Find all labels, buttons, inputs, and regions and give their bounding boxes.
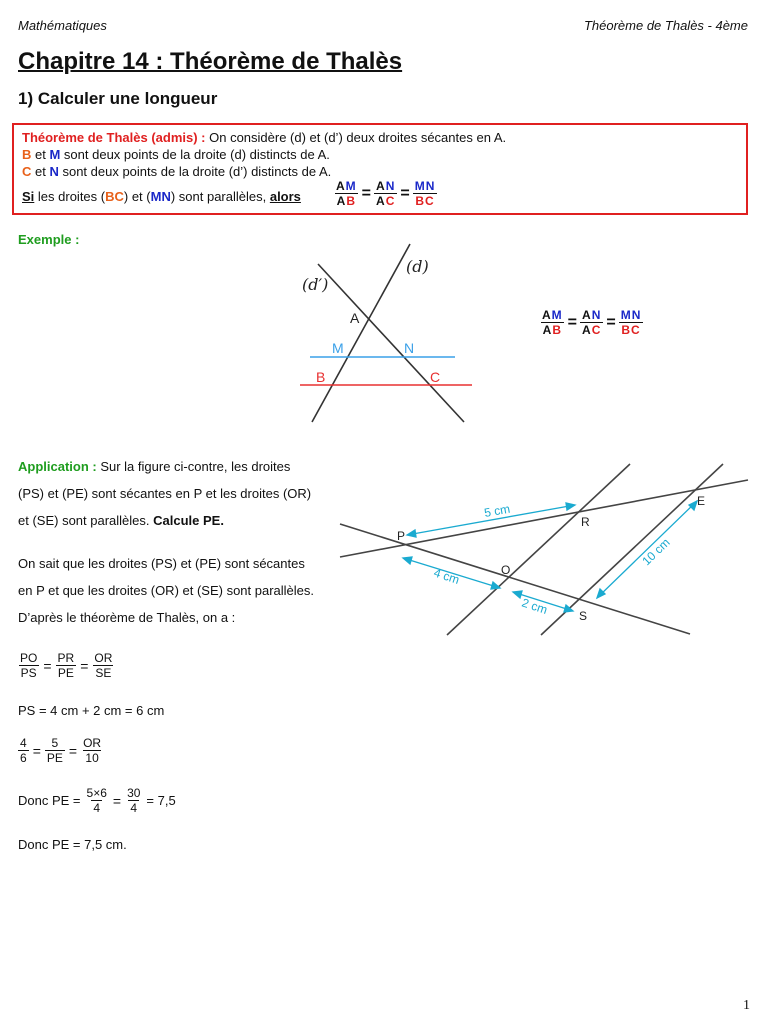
frac-text: A [376,179,386,193]
fraction-30-4 [125,786,142,815]
frac-den: PE [57,666,74,680]
equals-sign: = [80,657,89,674]
point-c-label: C [22,164,32,179]
label-r: R [581,515,590,529]
frac-text: M [551,308,563,322]
fraction-or-se [92,651,114,680]
application-line-3 [18,513,224,528]
application-text-3a: et (SE) sont parallèles. [18,513,154,528]
application-line-2: (PS) et (PE) sont sécantes en P et les droites (OR) [18,486,312,501]
theorem-text-2: sont deux points de la droite (d) distincts de A. [60,147,330,162]
application-line-6: D’après le théorème de Thalès, on a : [18,610,236,625]
arrow-head [513,591,522,598]
application-text-1: Sur la figure ci-contre, les droites [96,459,291,474]
theorem-text-3: sont deux points de la droite (d’) distincts de A. [58,164,332,179]
label-o: O [501,563,511,577]
frac-text: A [582,308,592,322]
section-heading: 1) Calculer une longueur [18,89,218,108]
pe-result: = 7,5 [146,793,176,808]
label-p: P [397,529,406,543]
frac-num: 30 [127,786,141,800]
equation-values [18,736,103,765]
label-s: S [579,609,588,623]
measure-label-2cm: 2 cm [520,595,550,617]
frac-den: 10 [85,751,99,765]
frac-num: PO [20,651,38,665]
measure-label-10cm: 10 cm [639,535,673,569]
ratio-an-ac [580,308,603,337]
equals-sign: = [43,657,52,674]
label-c: C [430,369,441,385]
equals-sign: = [567,313,578,331]
equation-ratios [18,651,114,680]
equals-sign: = [361,184,372,202]
fraction-or-10 [81,736,103,765]
theorem-box [12,123,748,215]
arrow-head [491,582,500,589]
frac-den: 4 [93,801,101,815]
header-subject: Mathématiques [18,18,107,33]
ratio-mn-bc [413,179,438,208]
frac-text: BC [621,323,641,337]
fraction-pr-pe [56,651,77,680]
frac-num: 5×6 [86,786,107,800]
application-line-4: On sait que les droites (PS) et (PE) sont sécantes [18,556,305,571]
fraction-4-6 [18,736,29,765]
arrow-head [597,589,605,598]
equation-pe [18,786,176,815]
frac-num: 5 [51,736,59,750]
point-m-label: M [49,147,61,162]
frac-text: C [591,323,602,337]
arrow-head [566,503,575,510]
theorem-text-1: On considère (d) et (d’) deux droites sécantes en A. [205,130,507,145]
application-line-1 [18,459,290,474]
theorem-line-3 [22,164,331,179]
label-m: M [332,340,344,356]
frac-text: MN [414,179,436,193]
ratio-mn-bc [619,308,644,337]
page-number: 1 [743,998,750,1013]
equals-sign: = [112,792,122,809]
theorem-si: Si [22,189,35,204]
conclusion: Donc PE = 7,5 cm. [18,837,127,852]
frac-text: M [345,179,357,193]
frac-den: 4 [130,801,138,815]
frac-num: OR [83,736,102,750]
frac-text: A [376,194,386,208]
line-bc-label: BC [105,189,124,204]
frac-text: C [385,194,396,208]
frac-text: A [336,194,347,208]
fraction-5-pe [45,736,65,765]
arrow-head [403,557,412,564]
example-ratio-equation [540,308,643,337]
measure-label-4cm: 4 cm [432,565,462,587]
label-e: E [697,494,706,508]
frac-text: BC [415,194,435,208]
arrow-head [689,501,697,510]
label-d: (d) [406,257,429,276]
label-n: N [404,340,415,356]
ratio-an-ac [374,179,397,208]
frac-text: N [385,179,396,193]
equals-sign: = [400,184,410,202]
application-label: Application : [18,459,97,474]
theorem-line-2 [22,147,330,162]
point-b-label: B [22,147,32,162]
measure-label-5cm: 5 cm [483,501,512,520]
line-mn-label: MN [150,189,171,204]
chapter-title: Chapitre 14 : Théorème de Thalès [18,48,403,75]
ratio-am-ab [540,308,565,337]
frac-text: A [582,323,592,337]
example-figure [290,240,490,430]
example-label: Exemple : [18,232,80,247]
label-a: A [350,310,360,326]
frac-num: OR [94,651,113,665]
frac-text: A [336,179,346,193]
ratio-am-ab [334,179,359,208]
equals-sign: = [32,742,41,759]
arrow-head [407,530,416,537]
frac-den: PS [20,666,37,680]
line-d [312,244,410,422]
application-figure [335,458,755,643]
theorem-text-4b: ) et ( [123,189,151,204]
frac-den: PE [46,751,63,765]
point-n-label: N [49,164,59,179]
theorem-label: Théorème de Thalès (admis) : [22,130,206,145]
equals-sign: = [68,742,78,759]
frac-den: SE [95,666,112,680]
donc-pe-prefix: Donc PE = [18,793,81,808]
frac-text: B [552,323,562,337]
theorem-line-1 [22,130,506,145]
frac-text: N [591,308,602,322]
fraction-po-ps [18,651,39,680]
theorem-et-1: et [31,147,50,162]
theorem-line-4 [22,189,301,204]
application-line-5: en P et que les droites (OR) et (SE) sont parallèles. [18,583,315,598]
label-b: B [316,369,326,385]
theorem-text-4a: les droites ( [34,189,106,204]
frac-den: 6 [20,751,27,765]
frac-num: PR [57,651,75,665]
theorem-et-2: et [31,164,50,179]
frac-text: MN [620,308,642,322]
equals-sign: = [606,313,616,331]
theorem-ratio-equation [334,179,437,208]
frac-text: A [542,323,553,337]
frac-text: A [542,308,552,322]
application-question: Calcule PE. [153,513,224,528]
theorem-alors: alors [269,189,301,204]
frac-num: 4 [20,736,27,750]
fraction-5x6-4 [85,786,109,815]
line-ps [340,524,690,634]
theorem-text-4c: ) sont parallèles, [170,189,270,204]
label-d-prime: (d′) [302,275,329,294]
ps-computation: PS = 4 cm + 2 cm = 6 cm [18,703,165,718]
header-topic: Théorème de Thalès - 4ème [583,18,748,33]
frac-text: B [346,194,356,208]
